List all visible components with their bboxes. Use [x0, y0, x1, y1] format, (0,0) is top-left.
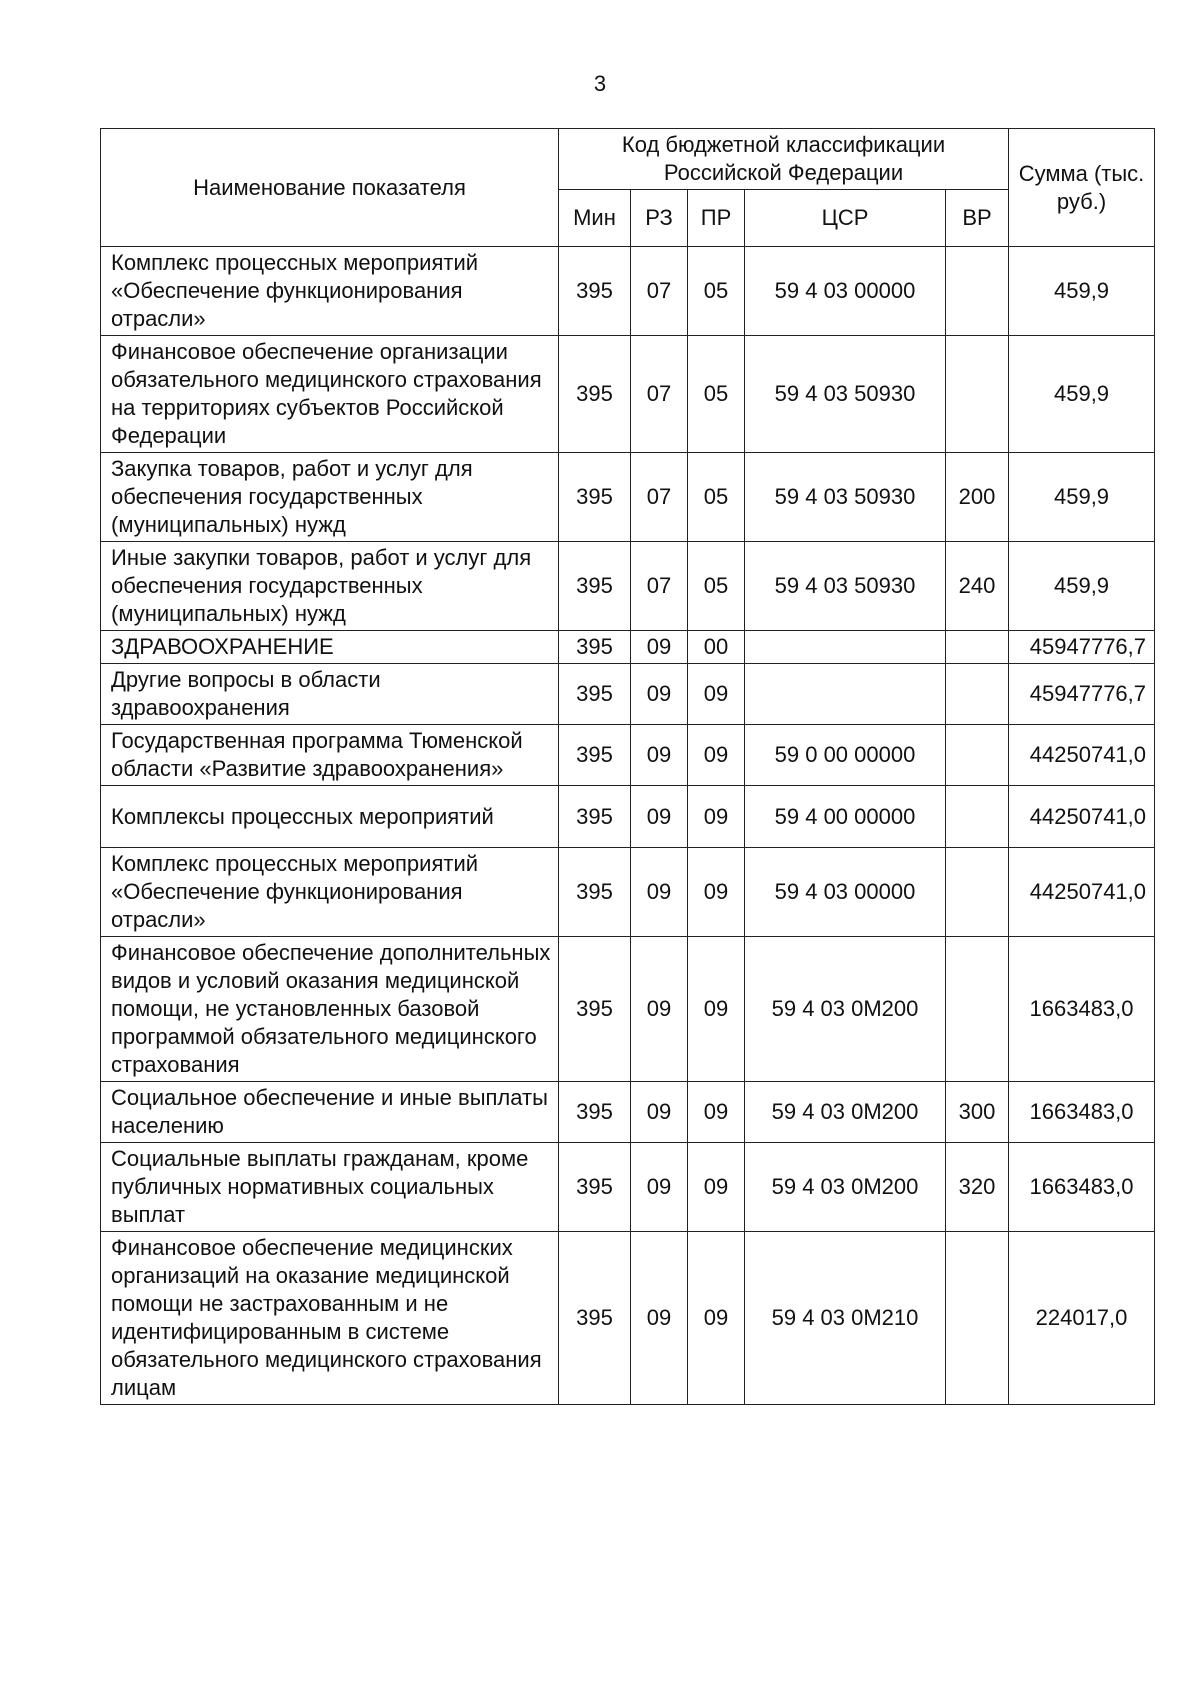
cell-vr — [946, 1232, 1009, 1405]
cell-csr: 59 4 03 0М200 — [745, 1143, 946, 1232]
cell-min: 395 — [559, 1232, 631, 1405]
cell-rz: 09 — [631, 937, 688, 1082]
cell-csr — [745, 631, 946, 664]
cell-name: Иные закупки товаров, работ и услуг для обеспечения государственных (муниципальных) нужд — [101, 542, 559, 631]
cell-csr: 59 4 03 00000 — [745, 848, 946, 937]
cell-csr: 59 4 03 00000 — [745, 247, 946, 336]
cell-name: Социальное обеспечение и иные выплаты населению — [101, 1082, 559, 1143]
cell-pr: 09 — [688, 1143, 745, 1232]
cell-sum: 1663483,0 — [1009, 937, 1155, 1082]
cell-min: 395 — [559, 1082, 631, 1143]
cell-sum: 44250741,0 — [1009, 848, 1155, 937]
cell-csr: 59 4 03 0М200 — [745, 1082, 946, 1143]
cell-vr: 320 — [946, 1143, 1009, 1232]
table-row — [101, 664, 1155, 725]
cell-csr: 59 4 03 50930 — [745, 542, 946, 631]
cell-min: 395 — [559, 453, 631, 542]
cell-rz: 07 — [631, 336, 688, 453]
cell-rz: 09 — [631, 848, 688, 937]
cell-pr: 09 — [688, 725, 745, 786]
cell-sum: 1663483,0 — [1009, 1082, 1155, 1143]
table-row — [101, 725, 1155, 786]
cell-name: Государственная программа Тюменской области «Развитие здравоохранения» — [101, 725, 559, 786]
cell-min: 395 — [559, 937, 631, 1082]
cell-sum: 44250741,0 — [1009, 725, 1155, 786]
cell-pr: 05 — [688, 453, 745, 542]
cell-sum: 459,9 — [1009, 336, 1155, 453]
cell-vr — [946, 664, 1009, 725]
table-row — [101, 1232, 1155, 1405]
header-csr: ЦСР — [745, 190, 946, 247]
cell-vr: 200 — [946, 453, 1009, 542]
cell-vr — [946, 725, 1009, 786]
cell-name: Социальные выплаты гражданам, кроме публичных нормативных социальных выплат — [101, 1143, 559, 1232]
cell-csr — [745, 664, 946, 725]
cell-min: 395 — [559, 664, 631, 725]
cell-rz: 09 — [631, 1082, 688, 1143]
cell-rz: 09 — [631, 631, 688, 664]
cell-sum: 1663483,0 — [1009, 1143, 1155, 1232]
cell-pr: 09 — [688, 937, 745, 1082]
table-row — [101, 786, 1155, 848]
cell-csr: 59 4 03 0М200 — [745, 937, 946, 1082]
table-row — [101, 336, 1155, 453]
cell-min: 395 — [559, 786, 631, 848]
cell-min: 395 — [559, 631, 631, 664]
cell-vr — [946, 336, 1009, 453]
header-sum-col: Сумма (тыс. руб.) — [1009, 129, 1155, 247]
cell-rz: 09 — [631, 786, 688, 848]
cell-name: ЗДРАВООХРАНЕНИЕ — [101, 631, 559, 664]
cell-sum: 45947776,7 — [1009, 664, 1155, 725]
table-row — [101, 1082, 1155, 1143]
cell-vr — [946, 247, 1009, 336]
cell-name: Комплекс процессных мероприятий «Обеспечение функционирования отрасли» — [101, 848, 559, 937]
cell-vr — [946, 937, 1009, 1082]
cell-rz: 07 — [631, 247, 688, 336]
cell-pr: 09 — [688, 786, 745, 848]
cell-vr: 240 — [946, 542, 1009, 631]
table-row — [101, 848, 1155, 937]
cell-rz: 09 — [631, 1232, 688, 1405]
cell-sum: 459,9 — [1009, 542, 1155, 631]
cell-sum: 224017,0 — [1009, 1232, 1155, 1405]
table-row — [101, 937, 1155, 1082]
table-row — [101, 453, 1155, 542]
cell-name: Комплекс процессных мероприятий «Обеспечение функционирования отрасли» — [101, 247, 559, 336]
cell-csr: 59 4 03 0М210 — [745, 1232, 946, 1405]
cell-pr: 00 — [688, 631, 745, 664]
header-min: Мин — [559, 190, 631, 247]
cell-rz: 07 — [631, 453, 688, 542]
cell-name: Финансовое обеспечение медицинских организаций на оказание медицинской помощи не застрахованным и не идентифицированным в системе обязательного медицинского страхования лицам — [101, 1232, 559, 1405]
cell-pr: 05 — [688, 336, 745, 453]
cell-rz: 09 — [631, 1143, 688, 1232]
cell-csr: 59 4 00 00000 — [745, 786, 946, 848]
table-row — [101, 1143, 1155, 1232]
header-name-col: Наименование показателя — [101, 129, 559, 247]
cell-vr — [946, 786, 1009, 848]
cell-min: 395 — [559, 1143, 631, 1232]
cell-pr: 09 — [688, 1082, 745, 1143]
cell-min: 395 — [559, 725, 631, 786]
cell-rz: 09 — [631, 725, 688, 786]
cell-name: Комплексы процессных мероприятий — [101, 786, 559, 848]
cell-min: 395 — [559, 542, 631, 631]
cell-sum: 459,9 — [1009, 453, 1155, 542]
cell-name: Финансовое обеспечение организации обязательного медицинского страхования на территориях субъектов Российской Федерации — [101, 336, 559, 453]
cell-vr — [946, 848, 1009, 937]
cell-vr — [946, 631, 1009, 664]
page-number: 3 — [593, 71, 607, 96]
cell-min: 395 — [559, 247, 631, 336]
cell-name: Закупка товаров, работ и услуг для обеспечения государственных (муниципальных) нужд — [101, 453, 559, 542]
cell-pr: 09 — [688, 848, 745, 937]
cell-name: Другие вопросы в области здравоохранения — [101, 664, 559, 725]
cell-pr: 05 — [688, 247, 745, 336]
table-body — [101, 247, 1155, 1405]
cell-pr: 05 — [688, 542, 745, 631]
cell-min: 395 — [559, 336, 631, 453]
cell-min: 395 — [559, 848, 631, 937]
cell-sum: 44250741,0 — [1009, 786, 1155, 848]
budget-table — [100, 128, 1155, 1405]
cell-name: Финансовое обеспечение дополнительных видов и условий оказания медицинской помощи, не установленных базовой программой обязательного медицинского страхования — [101, 937, 559, 1082]
table-row — [101, 631, 1155, 664]
table-row — [101, 542, 1155, 631]
cell-csr: 59 4 03 50930 — [745, 336, 946, 453]
cell-rz: 09 — [631, 664, 688, 725]
table-row — [101, 247, 1155, 336]
cell-csr: 59 0 00 00000 — [745, 725, 946, 786]
cell-pr: 09 — [688, 1232, 745, 1405]
cell-sum: 459,9 — [1009, 247, 1155, 336]
table-header — [101, 129, 1155, 247]
header-pr: ПР — [688, 190, 745, 247]
header-rz: РЗ — [631, 190, 688, 247]
cell-sum: 45947776,7 — [1009, 631, 1155, 664]
cell-pr: 09 — [688, 664, 745, 725]
header-kbk-group: Код бюджетной классификации Российской Федерации — [559, 129, 1009, 190]
cell-csr: 59 4 03 50930 — [745, 453, 946, 542]
cell-vr: 300 — [946, 1082, 1009, 1143]
header-vr: ВР — [946, 190, 1009, 247]
cell-rz: 07 — [631, 542, 688, 631]
